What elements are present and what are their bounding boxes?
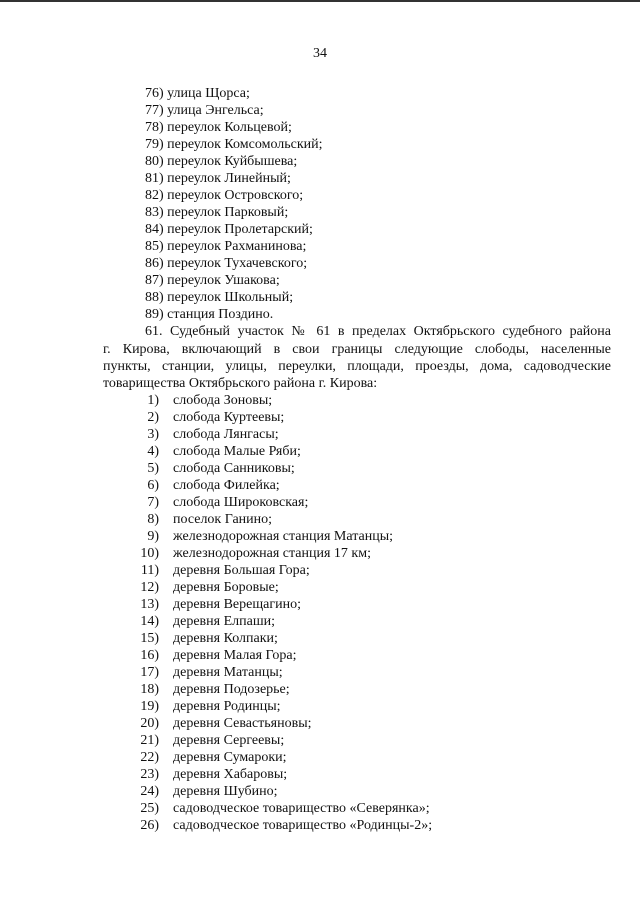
item-text: слобода Лянгасы; (173, 427, 279, 442)
item-number: 15) (140, 631, 159, 646)
item-text: деревня Верещагино; (173, 597, 301, 612)
item-number: 2) (147, 410, 159, 425)
item-number: 12) (140, 580, 159, 595)
list-item: 88) переулок Школьный; (145, 290, 294, 305)
list-item: 89) станция Поздино. (145, 307, 274, 322)
item-number: 21) (140, 733, 159, 748)
item-text: железнодорожная станция Матанцы; (173, 529, 394, 544)
item-text: деревня Колпаки; (173, 631, 278, 646)
item-number: 26) (140, 818, 159, 833)
top-rule (0, 0, 640, 2)
item-text: слобода Санниковы; (173, 461, 295, 476)
item-text: деревня Шубино; (173, 784, 278, 799)
item-number: 25) (140, 801, 159, 816)
list-item: 82) переулок Островского; (145, 188, 304, 203)
paragraph-line: г. Кирова, включающий в свои границы следующие слободы, населенные (103, 342, 611, 357)
item-text: деревня Сергеевы; (173, 733, 285, 748)
paragraph-line: товарищества Октябрьского района г. Кирова: (103, 376, 378, 391)
item-number: 19) (140, 699, 159, 714)
item-number: 22) (140, 750, 159, 765)
item-text: деревня Хабаровы; (173, 767, 288, 782)
item-text: слобода Куртеевы; (173, 410, 285, 425)
item-number: 16) (140, 648, 159, 663)
list-item: 86) переулок Тухачевского; (145, 256, 308, 271)
item-text: железнодорожная станция 17 км; (173, 546, 371, 561)
item-number: 5) (147, 461, 159, 476)
item-number: 3) (147, 427, 159, 442)
item-number: 18) (140, 682, 159, 697)
list-item: 77) улица Энгельса; (145, 103, 264, 118)
list-item: 83) переулок Парковый; (145, 205, 289, 220)
item-text: садоводческое товарищество «Родинцы-2»; (173, 818, 433, 833)
item-text: слобода Филейка; (173, 478, 280, 493)
list-item: 78) переулок Кольцевой; (145, 120, 292, 135)
item-number: 17) (140, 665, 159, 680)
item-text: деревня Сумароки; (173, 750, 287, 765)
item-number: 9) (147, 529, 159, 544)
item-text: деревня Боровые; (173, 580, 279, 595)
paragraph-line: 61. Судебный участок № 61 в пределах Октябрьского судебного района (145, 324, 611, 339)
item-number: 10) (140, 546, 159, 561)
paragraph-line: пункты, станции, улицы, переулки, площади, проезды, дома, садоводческие (103, 359, 611, 374)
item-number: 6) (147, 478, 159, 493)
item-number: 23) (140, 767, 159, 782)
item-number: 24) (140, 784, 159, 799)
item-text: деревня Елпаши; (173, 614, 275, 629)
item-number: 4) (147, 444, 159, 459)
item-text: садоводческое товарищество «Северянка»; (173, 801, 430, 816)
list-item: 87) переулок Ушакова; (145, 273, 280, 288)
item-number: 14) (140, 614, 159, 629)
item-number: 13) (140, 597, 159, 612)
item-text: слобода Зоновы; (173, 393, 273, 408)
item-text: деревня Севастьяновы; (173, 716, 312, 731)
item-number: 11) (140, 563, 159, 578)
item-text: деревня Большая Гора; (173, 563, 310, 578)
item-text: деревня Подозерье; (173, 682, 290, 697)
item-text: слобода Широковская; (173, 495, 309, 510)
list-item: 80) переулок Куйбышева; (145, 154, 298, 169)
list-item: 79) переулок Комсомольский; (145, 137, 323, 152)
item-number: 8) (147, 512, 159, 527)
item-text: деревня Малая Гора; (173, 648, 297, 663)
list-item: 76) улица Щорса; (145, 86, 250, 101)
page-number: 34 (313, 46, 327, 61)
item-number: 7) (147, 495, 159, 510)
item-text: поселок Ганино; (173, 512, 273, 527)
item-number: 20) (140, 716, 159, 731)
item-number: 1) (147, 393, 159, 408)
item-text: деревня Родинцы; (173, 699, 281, 714)
item-text: слобода Малые Ряби; (173, 444, 301, 459)
item-text: деревня Матанцы; (173, 665, 283, 680)
list-item: 84) переулок Пролетарский; (145, 222, 313, 237)
list-item: 81) переулок Линейный; (145, 171, 291, 186)
list-item: 85) переулок Рахманинова; (145, 239, 307, 254)
